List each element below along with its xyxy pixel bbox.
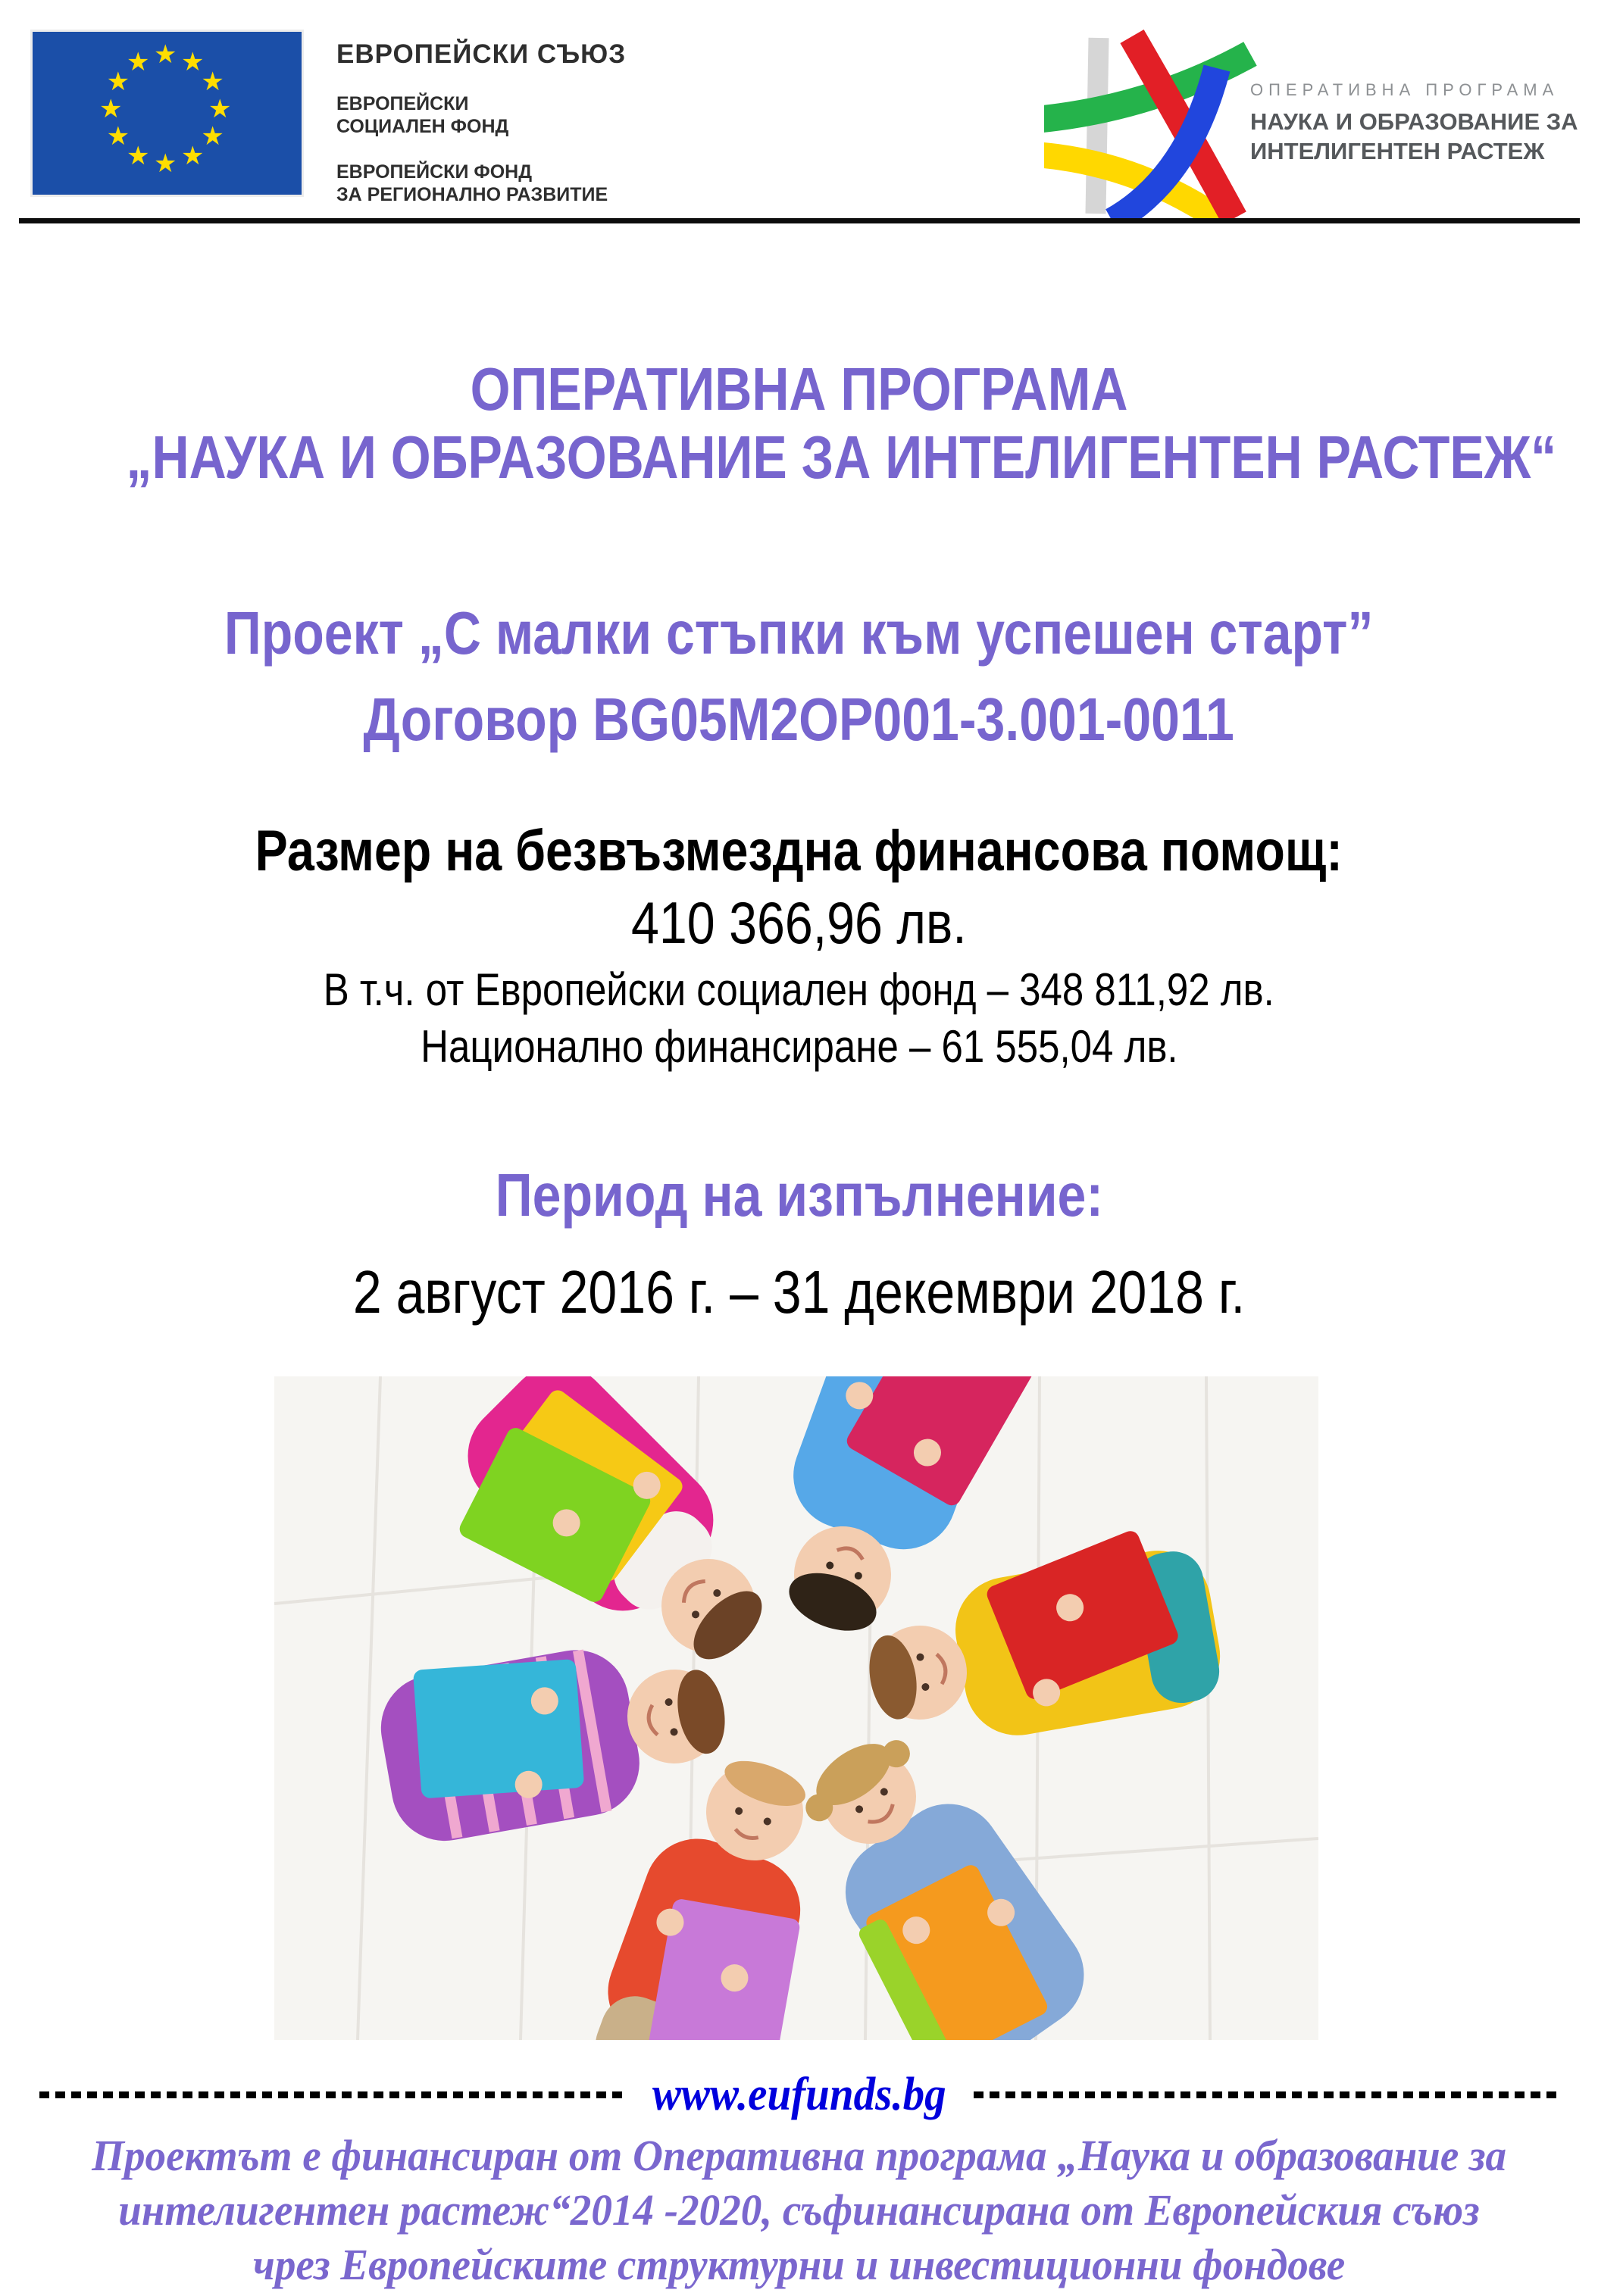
eu-star-icon: ★ [99, 95, 123, 123]
eu-star-icon: ★ [106, 122, 130, 151]
erdf-label-line2: ЗА РЕГИОНАЛНО РАЗВИТИЕ [336, 184, 608, 205]
period-heading: Период на изпълнение: [495, 1161, 1103, 1229]
op-name-line1: НАУКА И ОБРАЗОВАНИЕ ЗА [1250, 108, 1578, 135]
program-title-line1: ОПЕРАТИВНА ПРОГРАМА [470, 355, 1128, 423]
op-name-line2: ИНТЕЛИГЕНТЕН РАСТЕЖ [1250, 137, 1545, 164]
children-photo [274, 1376, 1318, 2040]
eu-text-block [336, 32, 626, 206]
eu-star-icon: ★ [201, 122, 224, 151]
grant-esf-share: В т.ч. от Европейски социален фонд – 348 811,92 лв. [323, 964, 1275, 1015]
grant-heading: Размер на безвъзмездна финансова помощ: [255, 819, 1343, 883]
eu-logo [33, 32, 626, 206]
op-logo [1044, 29, 1590, 222]
eu-star-icon: ★ [127, 47, 150, 77]
grant-national-share: Национално финансиране – 61 555,04 лв. [420, 1021, 1178, 1072]
project-title: Проект „С малки стъпки към успешен старт” [224, 599, 1374, 667]
footer-separator [39, 2071, 1559, 2118]
grant-total: 410 366,96 лв. [631, 889, 967, 956]
program-title-line2: „НАУКА И ОБРАЗОВАНИЕ ЗА ИНТЕЛИГЕНТЕН РАСТЕЖ“ [126, 423, 1557, 491]
op-text-block [1250, 80, 1578, 167]
dash-line-left [39, 2091, 624, 2098]
header-divider [19, 218, 1580, 223]
disclaimer-line1: Проектът е финансиран от Оперативна програма „Наука и образование за [92, 2131, 1506, 2180]
eu-star-icon: ★ [201, 67, 224, 96]
eu-star-icon: ★ [181, 142, 205, 171]
esf-label-line1: ЕВРОПЕЙСКИ [336, 93, 469, 114]
eu-flag-icon [33, 32, 302, 195]
contract-number: Договор BG05M2OP001-3.001-0011 [363, 686, 1235, 753]
eu-union-label: ЕВРОПЕЙСКИ СЪЮЗ [336, 39, 627, 69]
erdf-label-line1: ЕВРОПЕЙСКИ ФОНД [336, 161, 533, 183]
eu-star-icon: ★ [106, 67, 130, 96]
eu-star-icon: ★ [208, 95, 232, 123]
op-kicker-label: ОПЕРАТИВНА ПРОГРАМА [1250, 80, 1559, 99]
period-value: 2 август 2016 г. – 31 декември 2018 г. [352, 1258, 1246, 1326]
eu-star-icon: ★ [127, 142, 150, 171]
esf-label-line2: СОЦИАЛЕН ФОНД [336, 116, 509, 137]
eu-star-icon: ★ [154, 40, 177, 69]
op-ribbons-icon [1044, 29, 1264, 222]
dash-line-right [974, 2091, 1559, 2098]
eu-star-icon: ★ [181, 47, 205, 77]
eufunds-link[interactable]: www.eufunds.bg [652, 2069, 946, 2120]
disclaimer-line2: интелигентен растеж“2014 -2020, съфинансирана от Европейския съюз [118, 2185, 1480, 2235]
eu-star-icon: ★ [154, 149, 177, 178]
disclaimer-line3: чрез Европейските структурни и инвестиционни фондове [252, 2240, 1346, 2289]
